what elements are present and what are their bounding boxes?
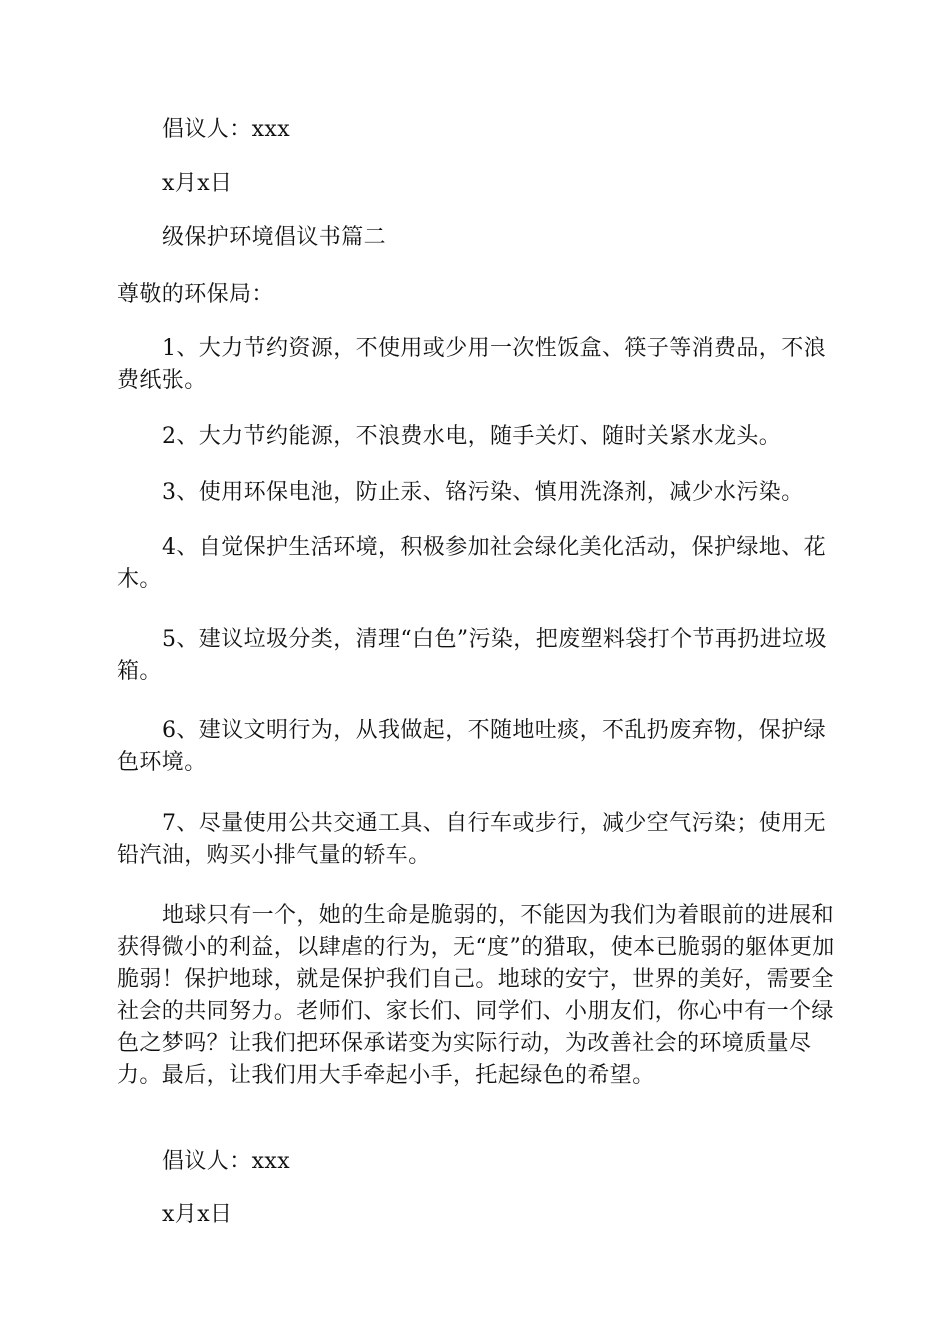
signature-line: 倡议人：xxx — [162, 117, 291, 142]
list-item: 1、大力节约资源，不使用或少用一次性饭盒、筷子等消费品，不浪费纸张。 — [117, 336, 826, 393]
date-line: x月x日 — [162, 171, 233, 196]
section-heading: 级保护环境倡议书篇二 — [162, 225, 387, 250]
list-item: 2、大力节约能源，不浪费水电，随手关灯、随时关紧水龙头。 — [162, 424, 782, 449]
list-item: 5、建议垃圾分类，清理“白色”污染，把废塑料袋打个节再扔进垃圾箱。 — [117, 627, 827, 684]
list-item: 7、尽量使用公共交通工具、自行车或步行，减少空气污染；使用无铅汽油，购买小排气量的轿车。 — [117, 811, 826, 868]
closing-paragraph: 地球只有一个，她的生命是脆弱的，不能因为我们为着眼前的进展和获得微小的利益，以肆虐的行为，无“度”的猎取，使本已脆弱的躯体更加脆弱！保护地球，就是保护我们自己。地球的安宁，世界的美好，需要全社会的共同努力。老师们、家长们、同学们、小朋友们，你心中有一个绿色之梦吗？让我们把环保承诺变为实际行动，为改善社会的环境质量尽力。最后，让我们用大手牵起小手，托起绿色的希望。 — [117, 903, 835, 1088]
list-item: 6、建议文明行为，从我做起，不随地吐痰，不乱扔废弃物，保护绿色环境。 — [117, 718, 826, 775]
list-item: 3、使用环保电池，防止汞、铬污染、慎用洗涤剂，减少水污染。 — [162, 480, 804, 505]
list-item: 4、自觉保护生活环境，积极参加社会绿化美化活动，保护绿地、花木。 — [117, 535, 826, 592]
date-line: x月x日 — [162, 1202, 233, 1227]
salutation: 尊敬的环保局： — [117, 282, 274, 307]
signature-line: 倡议人：xxx — [162, 1149, 291, 1174]
